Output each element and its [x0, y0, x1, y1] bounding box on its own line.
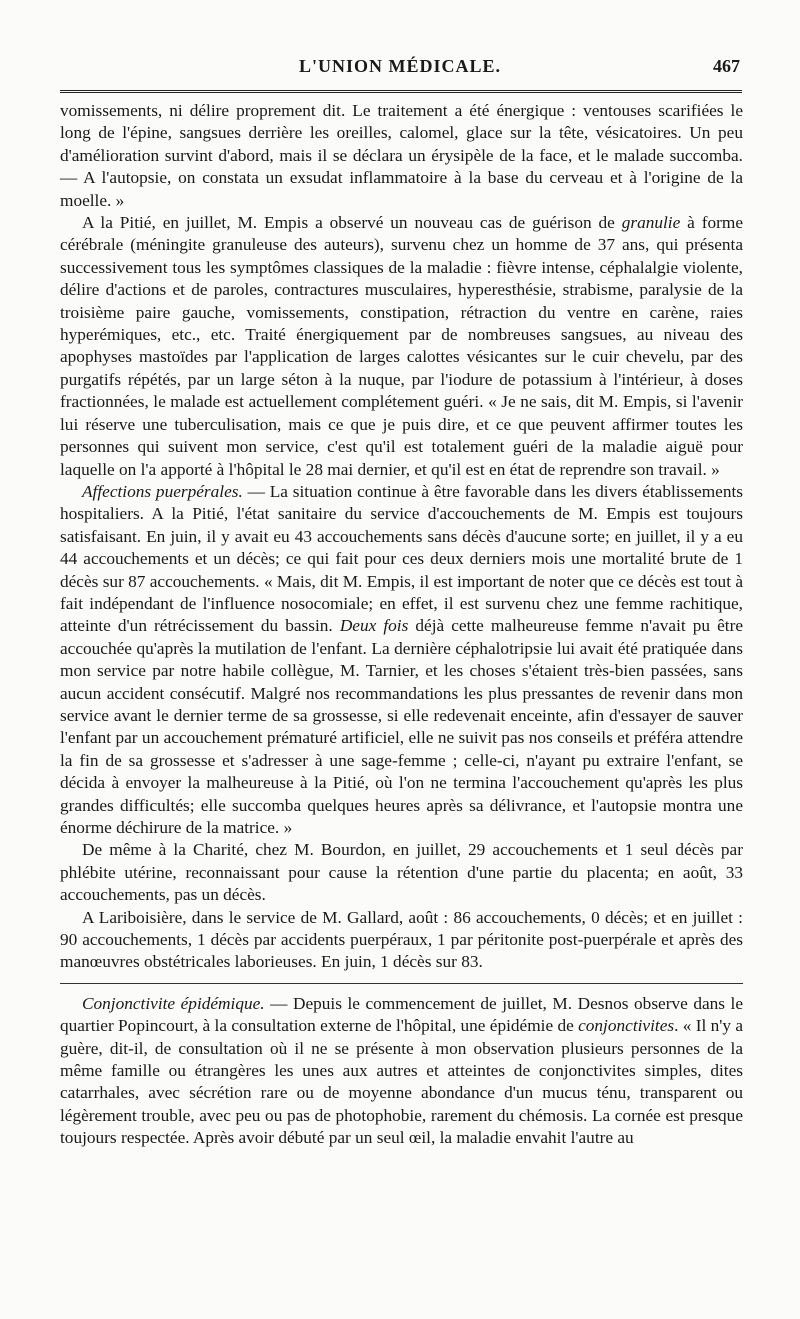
header-rule [60, 90, 742, 93]
article-body [60, 100, 743, 1150]
italic-term: granulie [621, 213, 681, 233]
italic-term: conjonctivites [578, 1016, 675, 1036]
paragraph-conjonctivite: Conjonctivite épidémique. — Depuis le commencement de juillet, M. Desnos observe dans le quartier Popincourt, à la consultation externe de l'hôpital, une épidémie de conjonctivites. « Il n'y a guère, dit-il, de consultation où il ne se présente à mon observation plusieurs personnes de la même famille ou étrangères les unes aux autres et atteintes de conjonctivites simples, dites catarrhales, avec sécrétion rare ou de moyenne abondance d'un mucus ténu, transparent ou légèrement trouble, avec peu ou pas de photophobie, rarement du chémosis. La cornée est presque toujours respectée. Après avoir débuté par un seul œil, la maladie envahit l'autre au [60, 993, 744, 1148]
page-number: 467 [713, 56, 740, 76]
paragraph-continuation: vomissements, ni délire proprement dit. Le traitement a été énergique : ventouses scarifiées le long de l'épine, sangsues derrière les oreilles, calomel, glace sur la tête, vésicatoires. Un peu d'amélioration survint d'abord, mais il se déclara un érysipèle de la face, et le malade succomba. — A l'autopsie, on constata un exsudat inflammatoire à la base du cerveau et à l'origine de la moelle. » [60, 101, 743, 210]
paragraph-granulie: A la Pitié, en juillet, M. Empis a observé un nouveau cas de guérison de granulie à forme cérébrale (méningite granuleuse des auteurs), survenu chez un homme de 37 ans, qui présenta successivement tous les symptômes classiques de la maladie : fièvre intense, céphalalgie violente, délire d'actions et de paroles, contractures musculaires, hyperesthésie, strabisme, paralysie de la troisième paire gauche, vomissements, constipation, rétraction du ventre en carène, raies hyperémiques, etc., etc. Traité énergiquement par de nombreuses sangsues, au niveau des apophyses mastoïdes par l'application de larges calottes vésicantes sur le cuir chevelu, par des purgatifs répétés, par un large séton à la nuque, par l'iodure de potassium à l'intérieur, à doses fractionnées, le malade est actuellement complétement guéri. « Je ne sais, dit M. Empis, si l'avenir lui réserve une tuberculisation, mais ce que je puis dire, et ce que peuvent affirmer toutes les personnes qui suivent mon service, c'est qu'il est totalement guéri de la maladie aiguë pour laquelle on l'a apporté à l'hôpital le 28 mai dernier, et qu'il est en état de reprendre son travail. » [60, 213, 744, 479]
journal-title: L'UNION MÉDICALE. [298, 56, 502, 76]
section-rule [60, 983, 743, 984]
paragraph-charite: De même à la Charité, chez M. Bourdon, en juillet, 29 accouchements et 1 seul décès par phlébite utérine, reconnaissant pour cause la rétention d'une partie du placenta; en août, 33 accouchements, pas un décès. [60, 840, 743, 905]
running-head [60, 56, 740, 86]
paragraph-puerperal: Affections puerpérales. — La situation continue à être favorable dans les divers établissements hospitaliers. A la Pitié, l'état sanitaire du service d'accouchements de M. Empis est toujours satisfaisant. En juin, il y avait eu 43 accouchements sans décès d'aucune sorte; en juillet, il y a eu 44 accouchements et un décès; ce qui fait pour ces deux derniers mois une mortalité brute de 1 décès sur 87 accouchements. « Mais, dit M. Empis, il est important de noter que ce décès est tout à fait indépendant de l'influence nosocomiale; en effet, il est survenu chez une femme rachitique, atteinte d'un rétrécissement du bassin. Deux fois déjà cette malheureuse femme n'avait pu être accouchée qu'après la mutilation de l'enfant. La dernière céphalotripsie lui avait été pratiquée dans mon service par notre habile collègue, M. Tarnier, et les choses s'étaient très-bien passées, sans aucun accident consécutif. Malgré nos recommandations les plus pressantes de revenir dans mon service avant le dernier terme de sa grossesse, si elle redevenait enceinte, afin d'essayer de sauver l'enfant par un accouchement prématuré artificiel, elle ne suivit pas nos conseils et préféra attendre la fin de sa grossesse et s'adresser à une sage-femme ; celle-ci, n'ayant pu extraire l'enfant, se décida à envoyer la malheureuse à la Pitié, où l'on ne termina l'accouchement qu'après les plus grandes difficultés; elle succomba quelques heures après sa délivrance, et l'autopsie montra une énorme déchirure de la matrice. » [60, 481, 743, 837]
section-rubric: Affections puerpérales. [82, 481, 243, 501]
section-rubric: Conjonctivite épidémique. [82, 993, 265, 1013]
paragraph-lariboisiere: A Lariboisière, dans le service de M. Gallard, août : 86 accouchements, 0 décès; et en juillet : 90 accouchements, 1 décès par accidents puerpéraux, 1 par péritonite post-puerpérale et après des manœuvres obstétricales laborieuses. En juin, 1 décès sur 83. [60, 907, 743, 972]
italic-term: Deux fois [339, 616, 409, 636]
